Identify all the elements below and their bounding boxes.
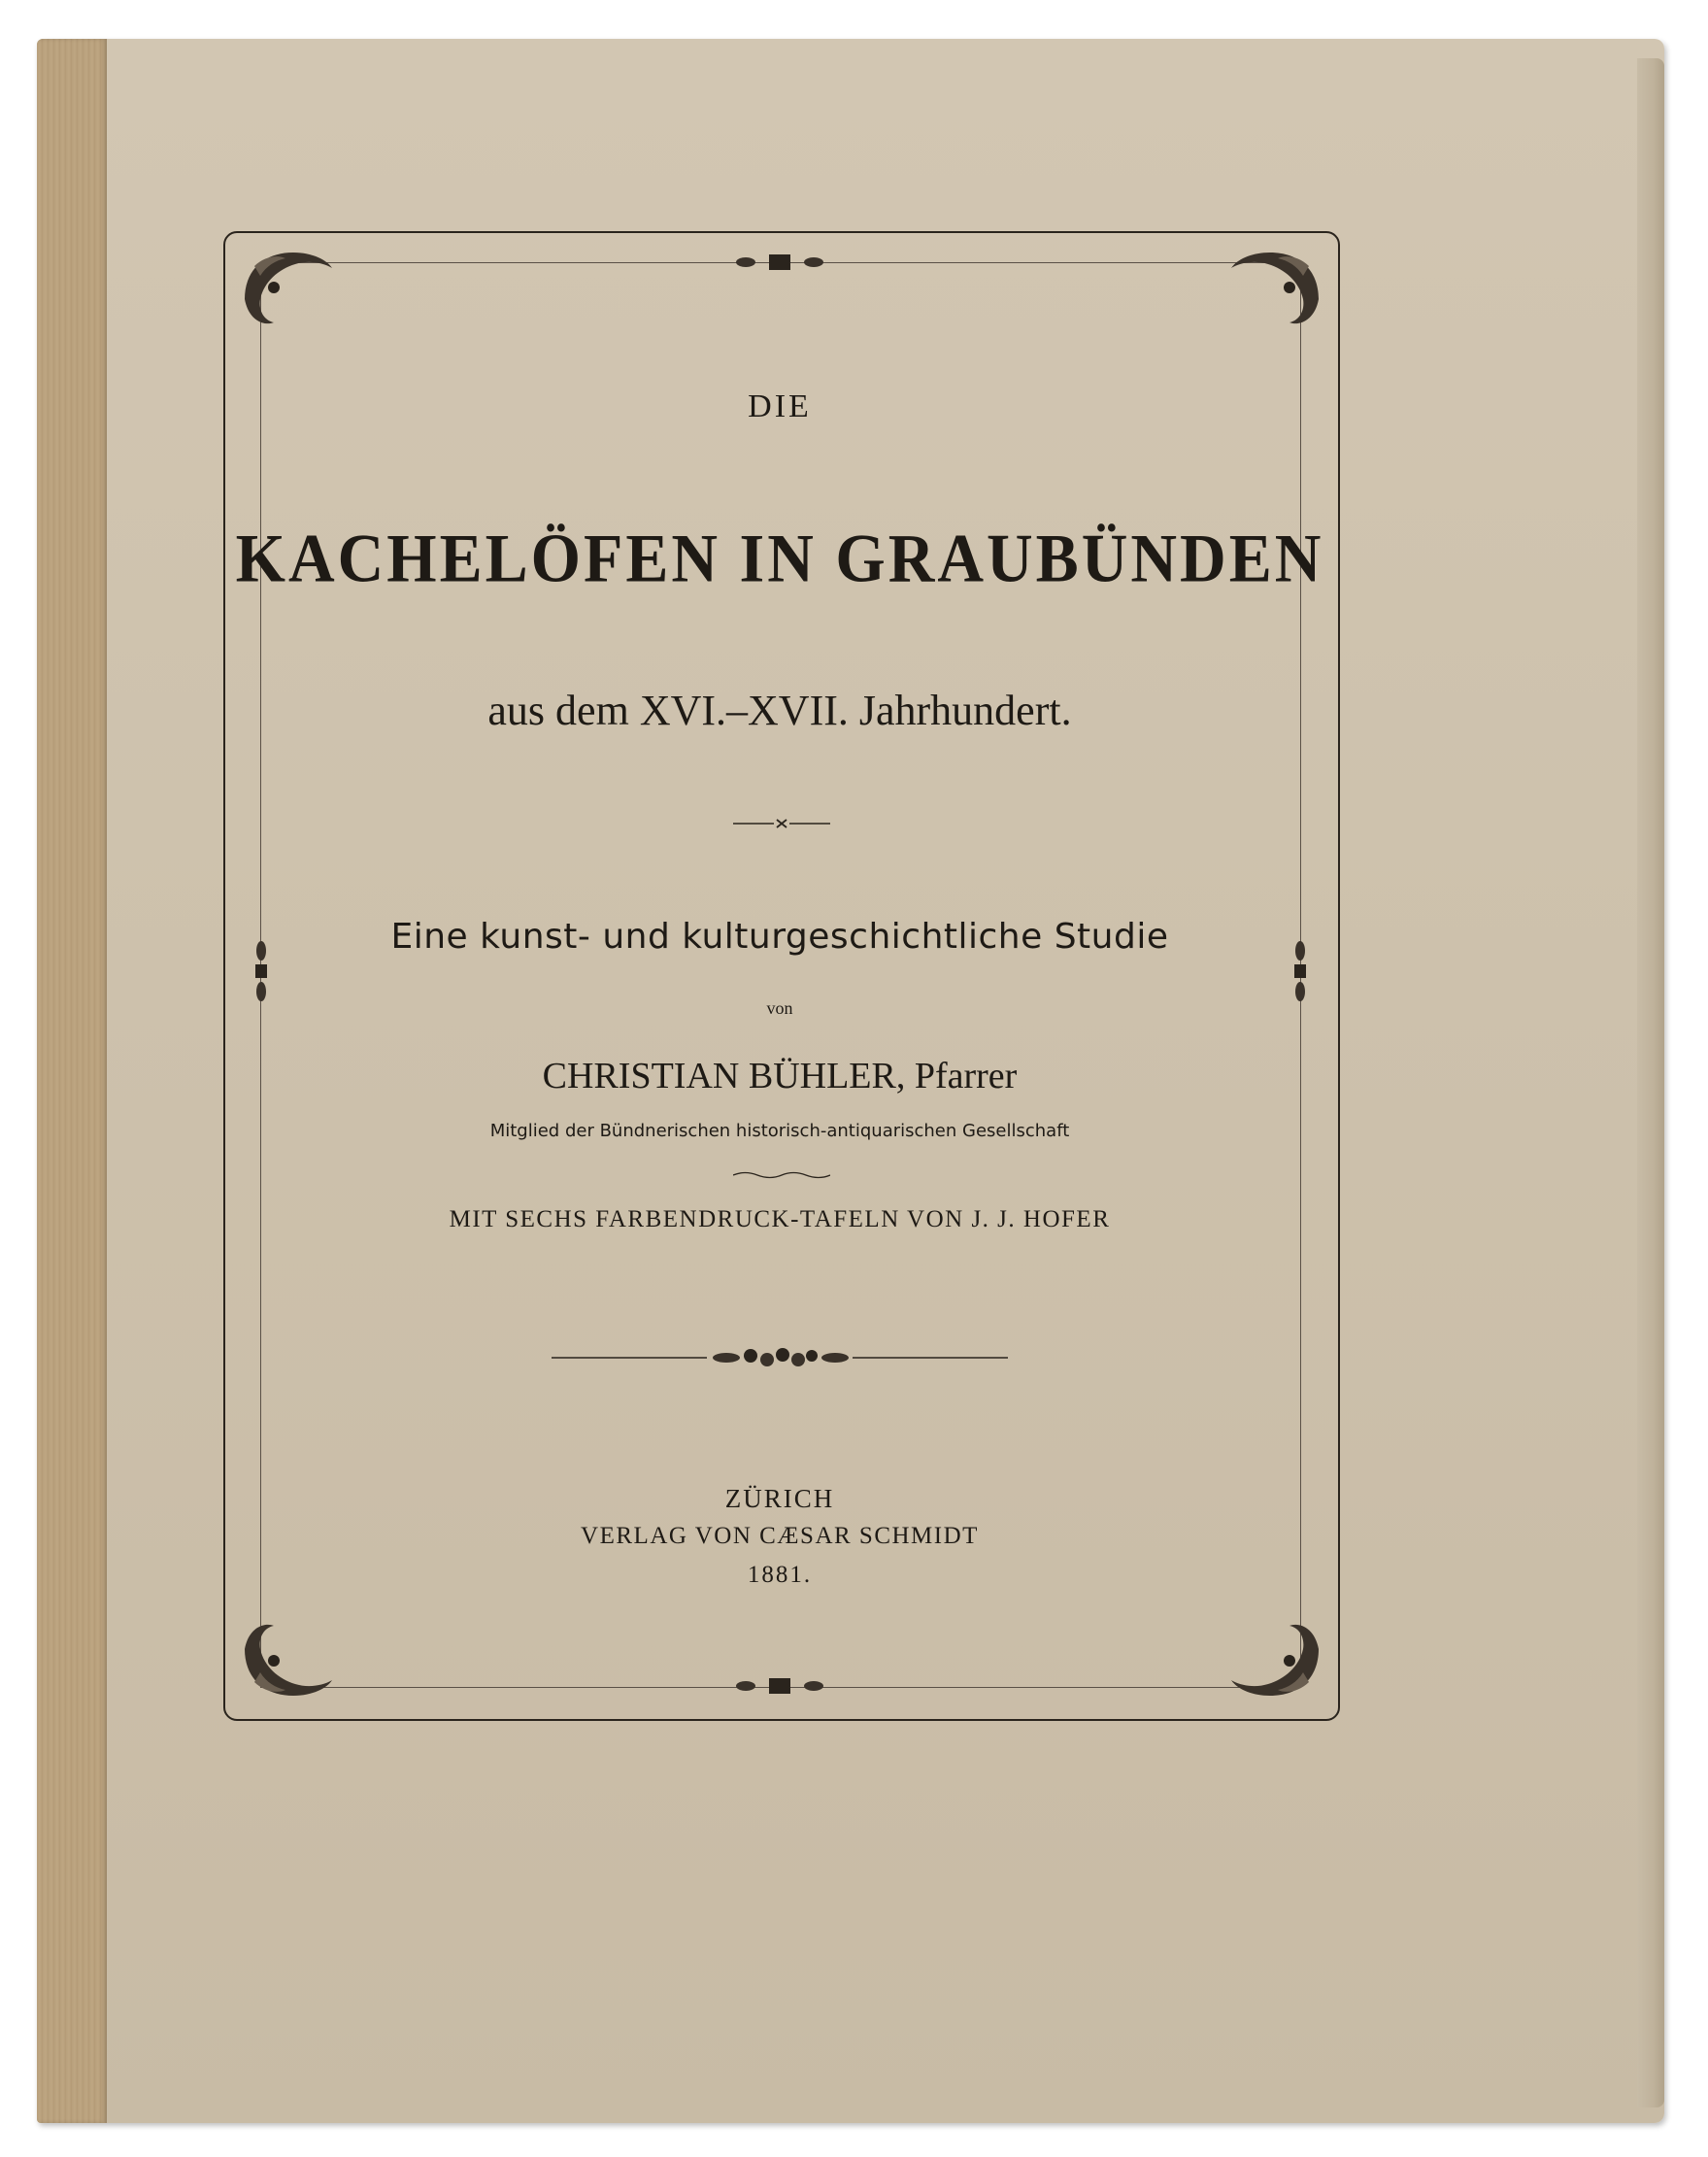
corner-ornament-top-right-icon	[1222, 241, 1328, 348]
imprint-city: ZÜRICH	[724, 1484, 835, 1513]
main-title: KACHELÖFEN IN GRAUBÜNDEN	[235, 521, 1324, 597]
small-divider-icon	[733, 816, 830, 831]
floral-divider-icon	[552, 1343, 1008, 1372]
inner-frame	[260, 262, 1301, 1688]
book-spine	[37, 39, 107, 2123]
plates-note: MIT SECHS FARBENDRUCK-TAFELN VON J. J. HOFER	[449, 1206, 1111, 1232]
author-name: CHRISTIAN BÜHLER, Pfarrer	[542, 1056, 1018, 1096]
corner-ornament-bottom-right-icon	[1222, 1601, 1328, 1707]
bottom-center-ornament-icon	[726, 1675, 833, 1697]
corner-ornament-top-left-icon	[235, 241, 342, 348]
top-center-ornament-icon	[726, 252, 833, 273]
wavy-divider-icon	[733, 1170, 830, 1180]
page-edge	[1637, 58, 1664, 2107]
corner-ornament-bottom-left-icon	[235, 1601, 342, 1707]
by-line: von	[766, 998, 793, 1018]
author-affiliation: Mitglied der Bündnerischen historisch-antiquarischen Gesellschaft	[489, 1121, 1070, 1141]
study-line: Eine kunst- und kulturgeschichtliche Studie	[390, 917, 1169, 957]
imprint-publisher: VERLAG VON CÆSAR SCHMIDT	[581, 1523, 979, 1549]
title-article: DIE	[748, 388, 812, 424]
imprint-year: 1881.	[747, 1562, 813, 1588]
subtitle: aus dem XVI.–XVII. Jahrhundert.	[487, 687, 1072, 734]
